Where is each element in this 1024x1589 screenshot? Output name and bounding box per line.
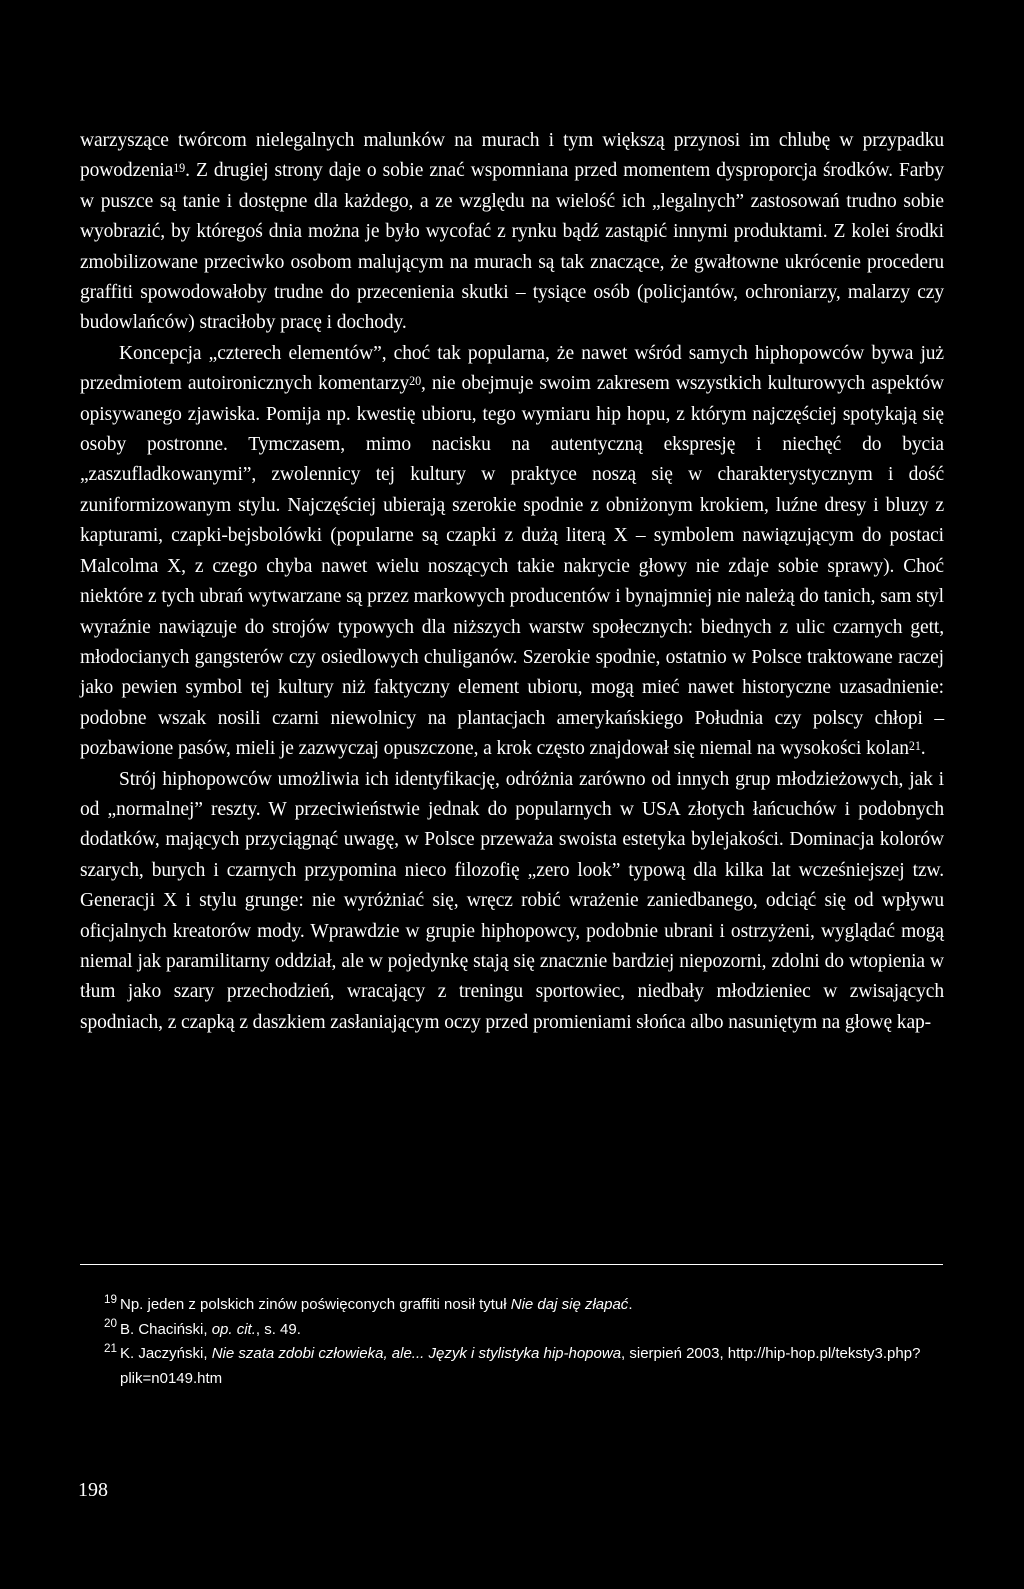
footnote-19 [80, 1293, 944, 1318]
footnote-title: Nie szata zdobi człowieka, ale... Język i stylistyka hip-hopowa [211, 1345, 622, 1362]
paragraph-3-text: Strój hiphopowców umożliwia ich identyfikację, odróżnia zarówno od innych grup młodzieżowych, jak i od „normalnej” reszty. W przeciwieństwie jednak do popularnych w USA złotych łańcuchów i podobnych dodatków, mających przyciągnąć uwagę, w Polsce przeważa swoista estetyka bylejakości. Dominacja kolorów szarych, burych i czarnych przypomina nieco filozofię „zero look” typową dla kilka lat wcześniejszej tzw. Generacji X i stylu grunge: nie wyróżniać się, wręcz robić wrażenie zaniedbanego, odciąć się od wpływu oficjalnych kreatorów mody. Wprawdzie w grupie hiphopowcy, podobnie ubrani i ostrzyżeni, wyglądać mogą niemal jak paramilitarny oddział, ale w pojedynkę stają się znacznie bardziej niepozorni, zdolni do wtopienia w tłum jako szary przechodzień, wracający z treningu sportowiec, niedbały młodzieniec w zwisających spodniach, z czapką z daszkiem zasłaniającym oczy przed promieniami słońca albo nasuniętym na głowę kap- [80, 768, 944, 1033]
footnote-number: 19 [104, 1292, 118, 1306]
footnote-ref-20[interactable]: 20 [409, 374, 422, 389]
footnote-number: 21 [104, 1341, 118, 1355]
footnote-title: Nie daj się złapać [510, 1296, 629, 1313]
footnote-tail: , sierpień 2003, http://hip-hop.pl/teksty3.php?plik=n0149.htm [120, 1345, 921, 1387]
footnote-tail: , s. 49. [255, 1320, 301, 1338]
footnote-ref-21[interactable]: 21 [908, 738, 921, 753]
footnotes [80, 1293, 944, 1391]
paragraph-3 [80, 765, 944, 1039]
footnote-text: Np. jeden z polskich zinów poświęconych graffiti nosił tytuł [120, 1296, 511, 1313]
footnote-tail: . [628, 1296, 633, 1313]
footnote-20 [80, 1318, 944, 1343]
paragraph-2-text-b: , nie obejmuje swoim zakresem wszystkich kulturowych aspektów opisywanego zjawiska. Pomija np. kwestię ubioru, tego wymiaru hip hopu, z którym najczęściej spotykają się osoby postronne. Tymczasem, mimo nacisku na autentyczną ekspresję i niechęć do bycia „zaszufladkowanymi”, zwolennicy tej kultury w praktyce noszą się w charakterystycznym i dość zuniformizowanym stylu. Najczęściej ubierają szerokie spodnie z obniżonym krokiem, luźne dresy i bluzy z kapturami, czapki-bejsbolówki (popularne są czapki z dużą literą X – symbolem nawiązującym do postaci Malcolma X, z czego chyba nawet wielu noszących takie nakrycie głowy nie zdaje sobie sprawy). Choć niektóre z tych ubrań wytwarzane są przez markowych producentów i bynajmniej nie należą do tanich, sam styl wyraźnie nawiązuje do strojów typowych dla niższych warstw społecznych: biednych z ulic czarnych gett, młodocianych gangsterów czy osiedlowych chuliganów. Szerokie spodnie, ostatnio w Polsce traktowane raczej jako pewien symbol tej kultury niż faktyczny element ubioru, mogą mieć nawet historyczne uzasadnienie: podobne wszak nosili czarni niewolnicy na plantacjach amerykańskiego Południa czy polscy chłopi – pozbawione pasów, mieli je zazwyczaj opuszczone, a krok często znajdował się niemal na wysokości kolan [80, 373, 944, 760]
footnote-number: 20 [104, 1317, 118, 1331]
footnote-ref-19[interactable]: 19 [173, 161, 186, 176]
paragraph-1-text-a: warzyszące twórcom nielegalnych malunków na murach i tym większą przynosi im chlubę w przypadku powodzenia [80, 130, 944, 182]
page-number: 198 [78, 1479, 108, 1501]
footnote-text: B. Chaciński, [120, 1320, 212, 1338]
footnote-title: op. cit. [211, 1320, 256, 1338]
footnote-text: K. Jaczyński, [120, 1345, 212, 1362]
main-text [80, 126, 944, 1038]
footnote-divider [80, 1264, 943, 1265]
footnote-21 [80, 1342, 944, 1391]
paragraph-2-text-a: Koncepcja „czterech elementów”, choć tak popularna, że nawet wśród samych hiphopowców bywa już przedmiotem autoironicznych komentarzy [80, 342, 944, 395]
paragraph-2 [80, 339, 944, 765]
paragraph-2-text-c: . [920, 738, 926, 760]
paragraph-1 [80, 126, 944, 339]
paragraph-1-text-b: . Z drugiej strony daje o sobie znać wspomniana przed momentem dysproporcja środków. Farby w puszce są tanie i dostępne dla każdego, a ze względu na wielość ich „legalnych” zastosowań trudno sobie wyobrazić, by któregoś dnia można je było wycofać z rynku bądź zastąpić innymi produktami. Z kolei środki zmobilizowane przeciwko osobom malującym na murach są tak znaczące, że gwałtowne ukrócenie procederu graffiti spowodowałoby trudne do przecenienia skutki – tysiące osób (policjantów, ochroniarzy, malarzy czy budowlańców) straciłoby pracę i dochody. [80, 160, 944, 334]
